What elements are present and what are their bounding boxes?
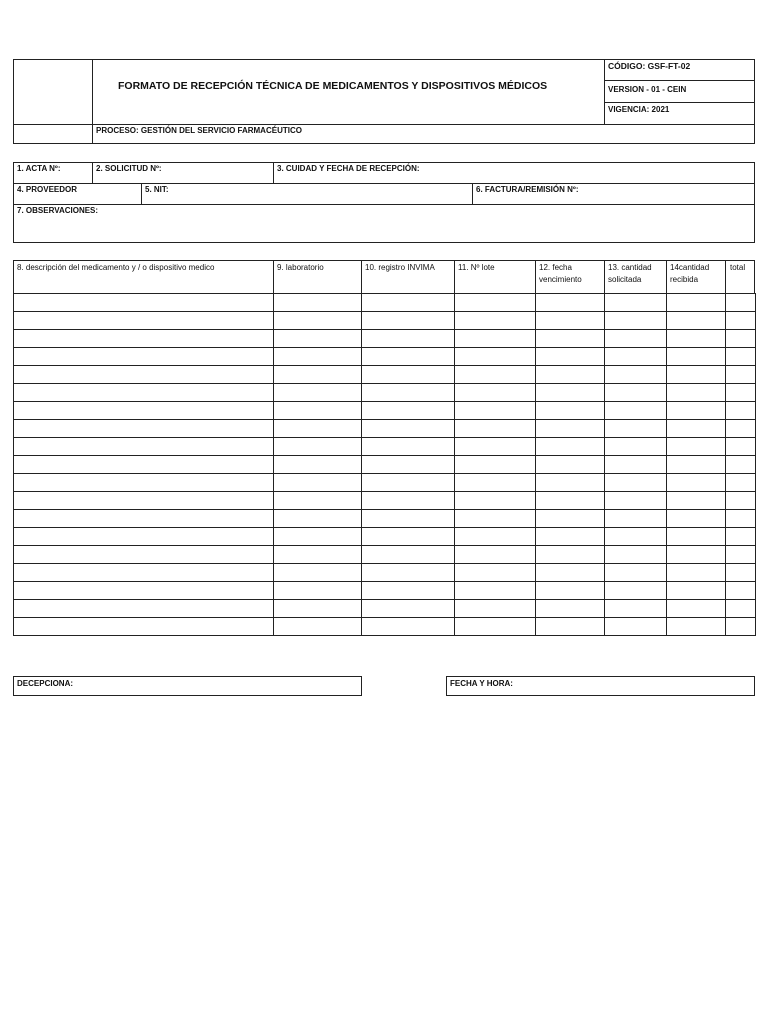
table-cell[interactable] xyxy=(667,348,726,366)
table-cell[interactable] xyxy=(667,438,726,456)
table-cell[interactable] xyxy=(14,366,274,384)
table-cell[interactable] xyxy=(362,564,455,582)
table-cell[interactable] xyxy=(14,618,274,636)
table-cell[interactable] xyxy=(536,600,605,618)
table-cell[interactable] xyxy=(726,492,756,510)
table-cell[interactable] xyxy=(362,420,455,438)
table-cell[interactable] xyxy=(667,474,726,492)
table-cell[interactable] xyxy=(362,546,455,564)
table-row xyxy=(14,312,756,330)
fecha-hora-label: FECHA Y HORA: xyxy=(450,679,513,688)
table-cell[interactable] xyxy=(726,420,756,438)
table-cell[interactable] xyxy=(14,510,274,528)
table-cell[interactable] xyxy=(274,366,362,384)
table-cell[interactable] xyxy=(274,510,362,528)
table-cell[interactable] xyxy=(726,474,756,492)
items-header-divider-7 xyxy=(725,260,726,294)
table-cell[interactable] xyxy=(274,294,362,312)
table-cell[interactable] xyxy=(536,420,605,438)
table-cell[interactable] xyxy=(667,402,726,420)
table-cell[interactable] xyxy=(536,528,605,546)
table-row xyxy=(14,618,756,636)
table-cell[interactable] xyxy=(274,438,362,456)
table-cell[interactable] xyxy=(14,420,274,438)
table-cell[interactable] xyxy=(605,546,667,564)
table-cell[interactable] xyxy=(455,420,536,438)
table-cell[interactable] xyxy=(274,456,362,474)
table-row xyxy=(14,510,756,528)
table-cell[interactable] xyxy=(605,492,667,510)
items-header-divider-5 xyxy=(604,260,605,294)
info-box xyxy=(13,162,755,243)
table-cell[interactable] xyxy=(14,438,274,456)
table-cell[interactable] xyxy=(667,600,726,618)
form-title: FORMATO DE RECEPCIÓN TÉCNICA DE MEDICAMENTOS Y DISPOSITIVOS MÉDICOS xyxy=(118,80,548,92)
col-laboratorio: 9. laboratorio xyxy=(277,263,324,272)
table-cell[interactable] xyxy=(362,348,455,366)
table-cell[interactable] xyxy=(455,546,536,564)
table-cell[interactable] xyxy=(605,456,667,474)
items-table xyxy=(13,293,756,636)
info-col-divider-1 xyxy=(92,162,93,183)
table-cell[interactable] xyxy=(605,312,667,330)
header-logo-divider xyxy=(92,59,93,144)
table-cell[interactable] xyxy=(667,384,726,402)
info-row-divider-2 xyxy=(13,204,755,205)
table-row xyxy=(14,384,756,402)
nit-field[interactable]: 5. NIT: xyxy=(145,185,169,194)
table-cell[interactable] xyxy=(605,474,667,492)
items-header-divider-6 xyxy=(666,260,667,294)
table-cell[interactable] xyxy=(726,294,756,312)
solicitud-field[interactable]: 2. SOLICITUD Nº: xyxy=(96,164,162,173)
table-row xyxy=(14,348,756,366)
table-cell[interactable] xyxy=(667,546,726,564)
table-cell[interactable] xyxy=(14,474,274,492)
table-cell[interactable] xyxy=(14,384,274,402)
table-cell[interactable] xyxy=(455,528,536,546)
table-cell[interactable] xyxy=(667,330,726,348)
table-cell[interactable] xyxy=(362,600,455,618)
table-cell[interactable] xyxy=(536,384,605,402)
table-cell[interactable] xyxy=(726,582,756,600)
table-row xyxy=(14,438,756,456)
header-meta-line-2 xyxy=(604,102,755,103)
table-cell[interactable] xyxy=(274,330,362,348)
table-cell[interactable] xyxy=(14,402,274,420)
table-cell[interactable] xyxy=(362,618,455,636)
table-cell[interactable] xyxy=(536,330,605,348)
table-row xyxy=(14,294,756,312)
codigo-label: CÓDIGO: GSF-FT-02 xyxy=(608,61,691,71)
table-cell[interactable] xyxy=(455,510,536,528)
acta-field[interactable]: 1. ACTA Nº: xyxy=(17,164,61,173)
header-meta-line-1 xyxy=(604,80,755,81)
table-cell[interactable] xyxy=(605,330,667,348)
table-cell[interactable] xyxy=(536,474,605,492)
table-cell[interactable] xyxy=(455,618,536,636)
table-cell[interactable] xyxy=(362,438,455,456)
table-cell[interactable] xyxy=(14,294,274,312)
table-cell[interactable] xyxy=(455,474,536,492)
table-cell[interactable] xyxy=(455,294,536,312)
table-cell[interactable] xyxy=(726,546,756,564)
table-cell[interactable] xyxy=(667,618,726,636)
info-col-divider-2 xyxy=(273,162,274,183)
items-header-divider-4 xyxy=(535,260,536,294)
table-cell[interactable] xyxy=(455,384,536,402)
table-cell[interactable] xyxy=(362,510,455,528)
col-cantidad-recibida: 14cantidad recibida xyxy=(670,263,710,284)
table-cell[interactable] xyxy=(362,474,455,492)
proveedor-field[interactable]: 4. PROVEEDOR xyxy=(17,185,78,194)
table-row xyxy=(14,492,756,510)
table-cell[interactable] xyxy=(362,294,455,312)
table-cell[interactable] xyxy=(536,582,605,600)
table-cell[interactable] xyxy=(274,384,362,402)
col-descripcion: 8. descripción del medicamento y / o dispositivo medico xyxy=(17,263,215,272)
observaciones-field[interactable]: 7. OBSERVACIONES: xyxy=(17,206,99,215)
table-cell[interactable] xyxy=(274,474,362,492)
table-cell[interactable] xyxy=(605,366,667,384)
factura-field[interactable]: 6. FACTURA/REMISIÓN Nº: xyxy=(476,185,579,194)
table-cell[interactable] xyxy=(536,492,605,510)
table-cell[interactable] xyxy=(14,348,274,366)
col-total: total xyxy=(730,263,746,272)
table-cell[interactable] xyxy=(14,330,274,348)
table-row xyxy=(14,366,756,384)
table-cell[interactable] xyxy=(726,330,756,348)
table-cell[interactable] xyxy=(362,366,455,384)
table-cell[interactable] xyxy=(274,348,362,366)
table-cell[interactable] xyxy=(14,528,274,546)
table-cell[interactable] xyxy=(362,312,455,330)
table-cell[interactable] xyxy=(726,348,756,366)
table-row xyxy=(14,546,756,564)
table-cell[interactable] xyxy=(455,366,536,384)
table-cell[interactable] xyxy=(362,330,455,348)
table-cell[interactable] xyxy=(455,582,536,600)
table-cell[interactable] xyxy=(455,564,536,582)
table-cell[interactable] xyxy=(726,528,756,546)
table-cell[interactable] xyxy=(667,582,726,600)
table-cell[interactable] xyxy=(667,420,726,438)
table-cell[interactable] xyxy=(536,294,605,312)
items-header-divider-2 xyxy=(361,260,362,294)
col-lote: 11. Nº lote xyxy=(458,263,495,272)
table-cell[interactable] xyxy=(455,330,536,348)
table-cell[interactable] xyxy=(455,456,536,474)
table-cell[interactable] xyxy=(605,402,667,420)
table-cell[interactable] xyxy=(667,366,726,384)
table-cell[interactable] xyxy=(14,600,274,618)
table-cell[interactable] xyxy=(536,546,605,564)
col-registro-invima: 10. registro INVIMA xyxy=(365,263,435,272)
ciudad-fecha-field[interactable]: 3. CUIDAD Y FECHA DE RECEPCIÓN: xyxy=(277,164,420,173)
table-cell[interactable] xyxy=(274,618,362,636)
vigencia-label: VIGENCIA: 2021 xyxy=(608,105,670,114)
table-cell[interactable] xyxy=(362,492,455,510)
table-cell[interactable] xyxy=(14,312,274,330)
table-cell[interactable] xyxy=(667,456,726,474)
table-cell[interactable] xyxy=(274,420,362,438)
table-cell[interactable] xyxy=(726,600,756,618)
table-cell[interactable] xyxy=(726,312,756,330)
table-cell[interactable] xyxy=(726,510,756,528)
table-cell[interactable] xyxy=(362,528,455,546)
table-cell[interactable] xyxy=(605,618,667,636)
items-header-divider-3 xyxy=(454,260,455,294)
table-cell[interactable] xyxy=(726,402,756,420)
table-cell[interactable] xyxy=(667,492,726,510)
table-cell[interactable] xyxy=(14,456,274,474)
header-proceso-divider xyxy=(13,124,755,125)
table-cell[interactable] xyxy=(536,456,605,474)
table-cell[interactable] xyxy=(605,438,667,456)
table-cell[interactable] xyxy=(14,564,274,582)
table-cell[interactable] xyxy=(667,312,726,330)
table-cell[interactable] xyxy=(536,438,605,456)
table-cell[interactable] xyxy=(274,528,362,546)
table-cell[interactable] xyxy=(726,438,756,456)
table-row xyxy=(14,474,756,492)
version-label: VERSION - 01 - CEIN xyxy=(608,85,687,94)
table-cell[interactable] xyxy=(274,564,362,582)
table-cell[interactable] xyxy=(455,348,536,366)
table-row xyxy=(14,456,756,474)
table-cell[interactable] xyxy=(605,528,667,546)
table-row xyxy=(14,582,756,600)
table-cell[interactable] xyxy=(362,456,455,474)
table-cell[interactable] xyxy=(605,384,667,402)
table-cell[interactable] xyxy=(274,600,362,618)
table-cell[interactable] xyxy=(726,618,756,636)
table-cell[interactable] xyxy=(362,402,455,420)
table-cell[interactable] xyxy=(726,564,756,582)
table-cell[interactable] xyxy=(274,582,362,600)
table-cell[interactable] xyxy=(667,528,726,546)
items-header-divider-1 xyxy=(273,260,274,294)
table-cell[interactable] xyxy=(605,420,667,438)
table-cell[interactable] xyxy=(536,366,605,384)
table-cell[interactable] xyxy=(455,312,536,330)
table-row xyxy=(14,402,756,420)
table-row xyxy=(14,420,756,438)
table-cell[interactable] xyxy=(455,438,536,456)
table-cell[interactable] xyxy=(667,510,726,528)
col-cantidad-solicitada: 13. cantidad solicitada xyxy=(608,263,652,284)
table-cell[interactable] xyxy=(362,582,455,600)
table-cell[interactable] xyxy=(726,384,756,402)
proceso-label: PROCESO: GESTIÓN DEL SERVICIO FARMACÉUTICO xyxy=(96,126,302,135)
table-cell[interactable] xyxy=(274,312,362,330)
table-cell[interactable] xyxy=(605,348,667,366)
table-cell[interactable] xyxy=(536,312,605,330)
table-cell[interactable] xyxy=(605,600,667,618)
table-cell[interactable] xyxy=(274,402,362,420)
table-cell[interactable] xyxy=(14,546,274,564)
table-cell[interactable] xyxy=(605,294,667,312)
table-cell[interactable] xyxy=(274,492,362,510)
table-row xyxy=(14,600,756,618)
table-cell[interactable] xyxy=(605,510,667,528)
table-cell[interactable] xyxy=(605,582,667,600)
header-meta-divider xyxy=(604,59,605,124)
col-fecha-vencimiento: 12. fecha vencimiento xyxy=(539,263,582,284)
table-cell[interactable] xyxy=(667,564,726,582)
table-cell[interactable] xyxy=(726,456,756,474)
table-cell[interactable] xyxy=(536,618,605,636)
table-cell[interactable] xyxy=(605,564,667,582)
table-cell[interactable] xyxy=(667,294,726,312)
table-cell[interactable] xyxy=(362,384,455,402)
table-cell[interactable] xyxy=(455,402,536,420)
table-cell[interactable] xyxy=(14,492,274,510)
recepciona-label: DECEPCIONA: xyxy=(17,679,74,688)
table-cell[interactable] xyxy=(726,366,756,384)
table-cell[interactable] xyxy=(14,582,274,600)
table-cell[interactable] xyxy=(274,546,362,564)
table-cell[interactable] xyxy=(536,348,605,366)
table-cell[interactable] xyxy=(455,600,536,618)
table-cell[interactable] xyxy=(536,510,605,528)
info-row-divider-1 xyxy=(13,183,755,184)
table-row xyxy=(14,528,756,546)
info-col-divider-3 xyxy=(141,183,142,204)
table-cell[interactable] xyxy=(455,492,536,510)
table-cell[interactable] xyxy=(536,402,605,420)
table-row xyxy=(14,564,756,582)
info-col-divider-4 xyxy=(472,183,473,204)
table-cell[interactable] xyxy=(536,564,605,582)
table-row xyxy=(14,330,756,348)
